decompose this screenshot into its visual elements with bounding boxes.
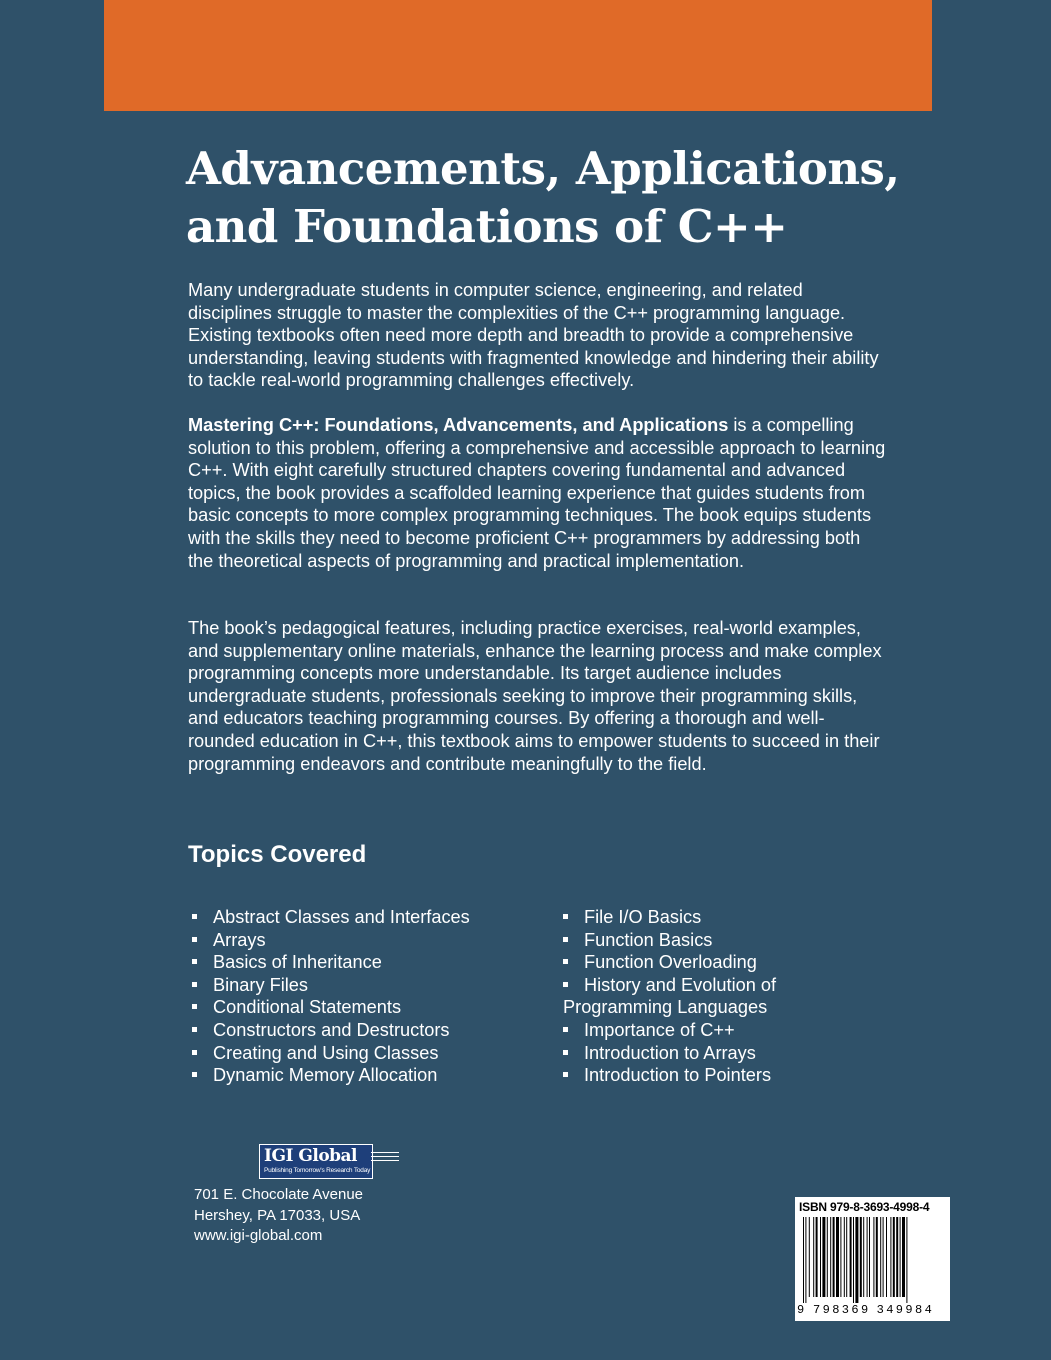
bullet-icon (192, 1027, 197, 1032)
book-title-line-1: Advancements, Applications, (186, 142, 900, 195)
bullet-icon (563, 1027, 568, 1032)
barcode-bar (900, 1217, 901, 1297)
barcode-bar (893, 1217, 895, 1297)
book-title (186, 140, 946, 256)
topic-label: Creating and Using Classes (213, 1042, 439, 1063)
barcode-bar (803, 1217, 804, 1303)
bullet-icon (192, 959, 197, 964)
topic-item (563, 951, 863, 974)
barcode-bar (869, 1217, 870, 1297)
topic-item (563, 906, 863, 929)
address-city: Hershey, PA 17033, USA (194, 1206, 361, 1224)
barcode-bar (840, 1217, 841, 1297)
topic-item (192, 1019, 532, 1042)
bullet-icon (563, 937, 568, 942)
topic-item (563, 1042, 863, 1065)
topics-heading: Topics Covered (188, 841, 367, 868)
topic-label: Importance of C++ (584, 1019, 735, 1040)
barcode-bar (855, 1217, 858, 1303)
barcode-bar (820, 1217, 821, 1297)
logo-box (259, 1144, 373, 1179)
bullet-icon (192, 937, 197, 942)
barcode-bar (816, 1217, 818, 1297)
barcode-bar (876, 1217, 878, 1297)
topic-item (192, 929, 532, 952)
topic-item (192, 1064, 532, 1087)
barcode-digits (797, 1303, 934, 1317)
barcode-bar (846, 1217, 847, 1297)
topic-label: Function Basics (584, 929, 713, 950)
barcode-bar (833, 1217, 835, 1297)
topic-item (192, 906, 532, 929)
bullet-icon (563, 914, 568, 919)
book-title-line-2: and Foundations of C++ (186, 200, 788, 253)
topic-item (563, 974, 863, 1019)
publisher-website: www.igi-global.com (194, 1227, 323, 1244)
barcode-bar (886, 1217, 887, 1297)
barcode-bar (867, 1217, 868, 1297)
barcode-bar (896, 1217, 898, 1297)
description-paragraph-3: The book’s pedagogical features, including practice exercises, real-world examples, and supplementary online materials, enhance the learning process and make complex programming concepts more understandable. Its target audience includes undergraduate students, professionals seeking to improve their programming skills, and educators teaching programming courses. By offering a thorough and well-rounded education in C++, this textbook aims to empower students to succeed in their programming endeavors and contribute meaningfully to the field. (188, 618, 882, 774)
isbn-barcode (795, 1197, 950, 1321)
topic-item (563, 1064, 863, 1087)
bullet-icon (192, 1004, 197, 1009)
barcode-digit-group-1: 798369 (813, 1303, 871, 1317)
topic-label: Arrays (213, 929, 266, 950)
barcode-bar (880, 1217, 881, 1297)
topic-item (192, 996, 532, 1019)
barcode-bar (822, 1217, 825, 1297)
topic-item (563, 929, 863, 952)
topic-label: Conditional Statements (213, 997, 402, 1018)
barcode-bar (853, 1217, 854, 1303)
topic-item (192, 951, 532, 974)
igi-global-logo (259, 1144, 399, 1180)
isbn-label: ISBN 979-8-3693-4998-4 (799, 1200, 930, 1214)
bullet-icon (563, 982, 568, 987)
topic-label: File I/O Basics (584, 907, 702, 927)
bullet-icon (563, 1050, 568, 1055)
topic-label: Dynamic Memory Allocation (213, 1065, 438, 1086)
topic-item (563, 1019, 863, 1042)
barcode-bar (850, 1217, 852, 1297)
barcode-bar (883, 1217, 884, 1297)
barcode-bar (902, 1217, 905, 1297)
topic-label: Abstract Classes and Interfaces (213, 907, 470, 927)
description-paragraph-2-text: is a compelling solution to this problem, offering a comprehensive and accessible approach to learning C++. With eight carefully structured chapters covering fundamental and advanced topics, the book provides a scaffolded learning experience that guides students from basic concepts to more complex programming techniques. The book equips students with the skills they need to become proficient C++ programmers by addressing both the theoretical aspects of programming and practical implementation. (188, 415, 886, 571)
barcode-digit-lead: 9 (797, 1303, 805, 1317)
topic-item (192, 1042, 532, 1065)
barcode-bars (803, 1217, 943, 1303)
bullet-icon (563, 1072, 568, 1077)
barcode-bar (844, 1217, 845, 1297)
topic-item (192, 974, 532, 997)
topic-label: Introduction to Pointers (584, 1065, 772, 1086)
topic-label: Introduction to Arrays (584, 1042, 756, 1063)
barcode-bar (813, 1217, 814, 1297)
barcode-bar (906, 1217, 907, 1303)
barcode-bar (830, 1217, 831, 1297)
barcode-digit-group-2: 349984 (876, 1303, 935, 1317)
bullet-icon (192, 914, 197, 919)
description-paragraph-1: Many undergraduate students in computer science, engineering, and related disciplines struggle to master the complexities of the C++ programming language. Existing textbooks often need more depth and breadth to provide a comprehensive understanding, leaving students with fragmented knowledge and hindering their ability to tackle real-world programming challenges effectively. (188, 280, 879, 391)
topic-label: History and Evolution of Programming Languages (563, 974, 777, 1018)
topic-label: Basics of Inheritance (213, 952, 382, 973)
logo-name: IGI Global (264, 1146, 358, 1166)
bullet-icon (563, 959, 568, 964)
bullet-icon (192, 1072, 197, 1077)
orange-header-band (104, 0, 932, 111)
barcode-bar (836, 1217, 839, 1297)
address-street: 701 E. Chocolate Avenue (194, 1186, 364, 1203)
barcode-bar (809, 1217, 810, 1297)
topics-list-right (563, 906, 863, 1087)
barcode-bar (890, 1217, 891, 1297)
barcode-bar (863, 1217, 864, 1297)
description-paragraph-2 (188, 414, 888, 572)
topic-label: Binary Files (213, 974, 309, 995)
barcode-bar (827, 1217, 828, 1297)
topic-label: Function Overloading (584, 952, 757, 973)
publisher-address (194, 1185, 363, 1247)
logo-lines-icon (371, 1152, 399, 1164)
barcode-bar (873, 1217, 874, 1297)
featured-book-title: Mastering C++: Foundations, Advancements, and Applications (188, 415, 729, 435)
bullet-icon (192, 982, 197, 987)
logo-tagline: Publishing Tomorrow's Research Today (264, 1167, 371, 1174)
barcode-bar (805, 1217, 806, 1303)
topic-label: Constructors and Destructors (213, 1019, 450, 1040)
barcode-bar (860, 1217, 862, 1297)
topics-list-left (192, 906, 532, 1087)
bullet-icon (192, 1050, 197, 1055)
